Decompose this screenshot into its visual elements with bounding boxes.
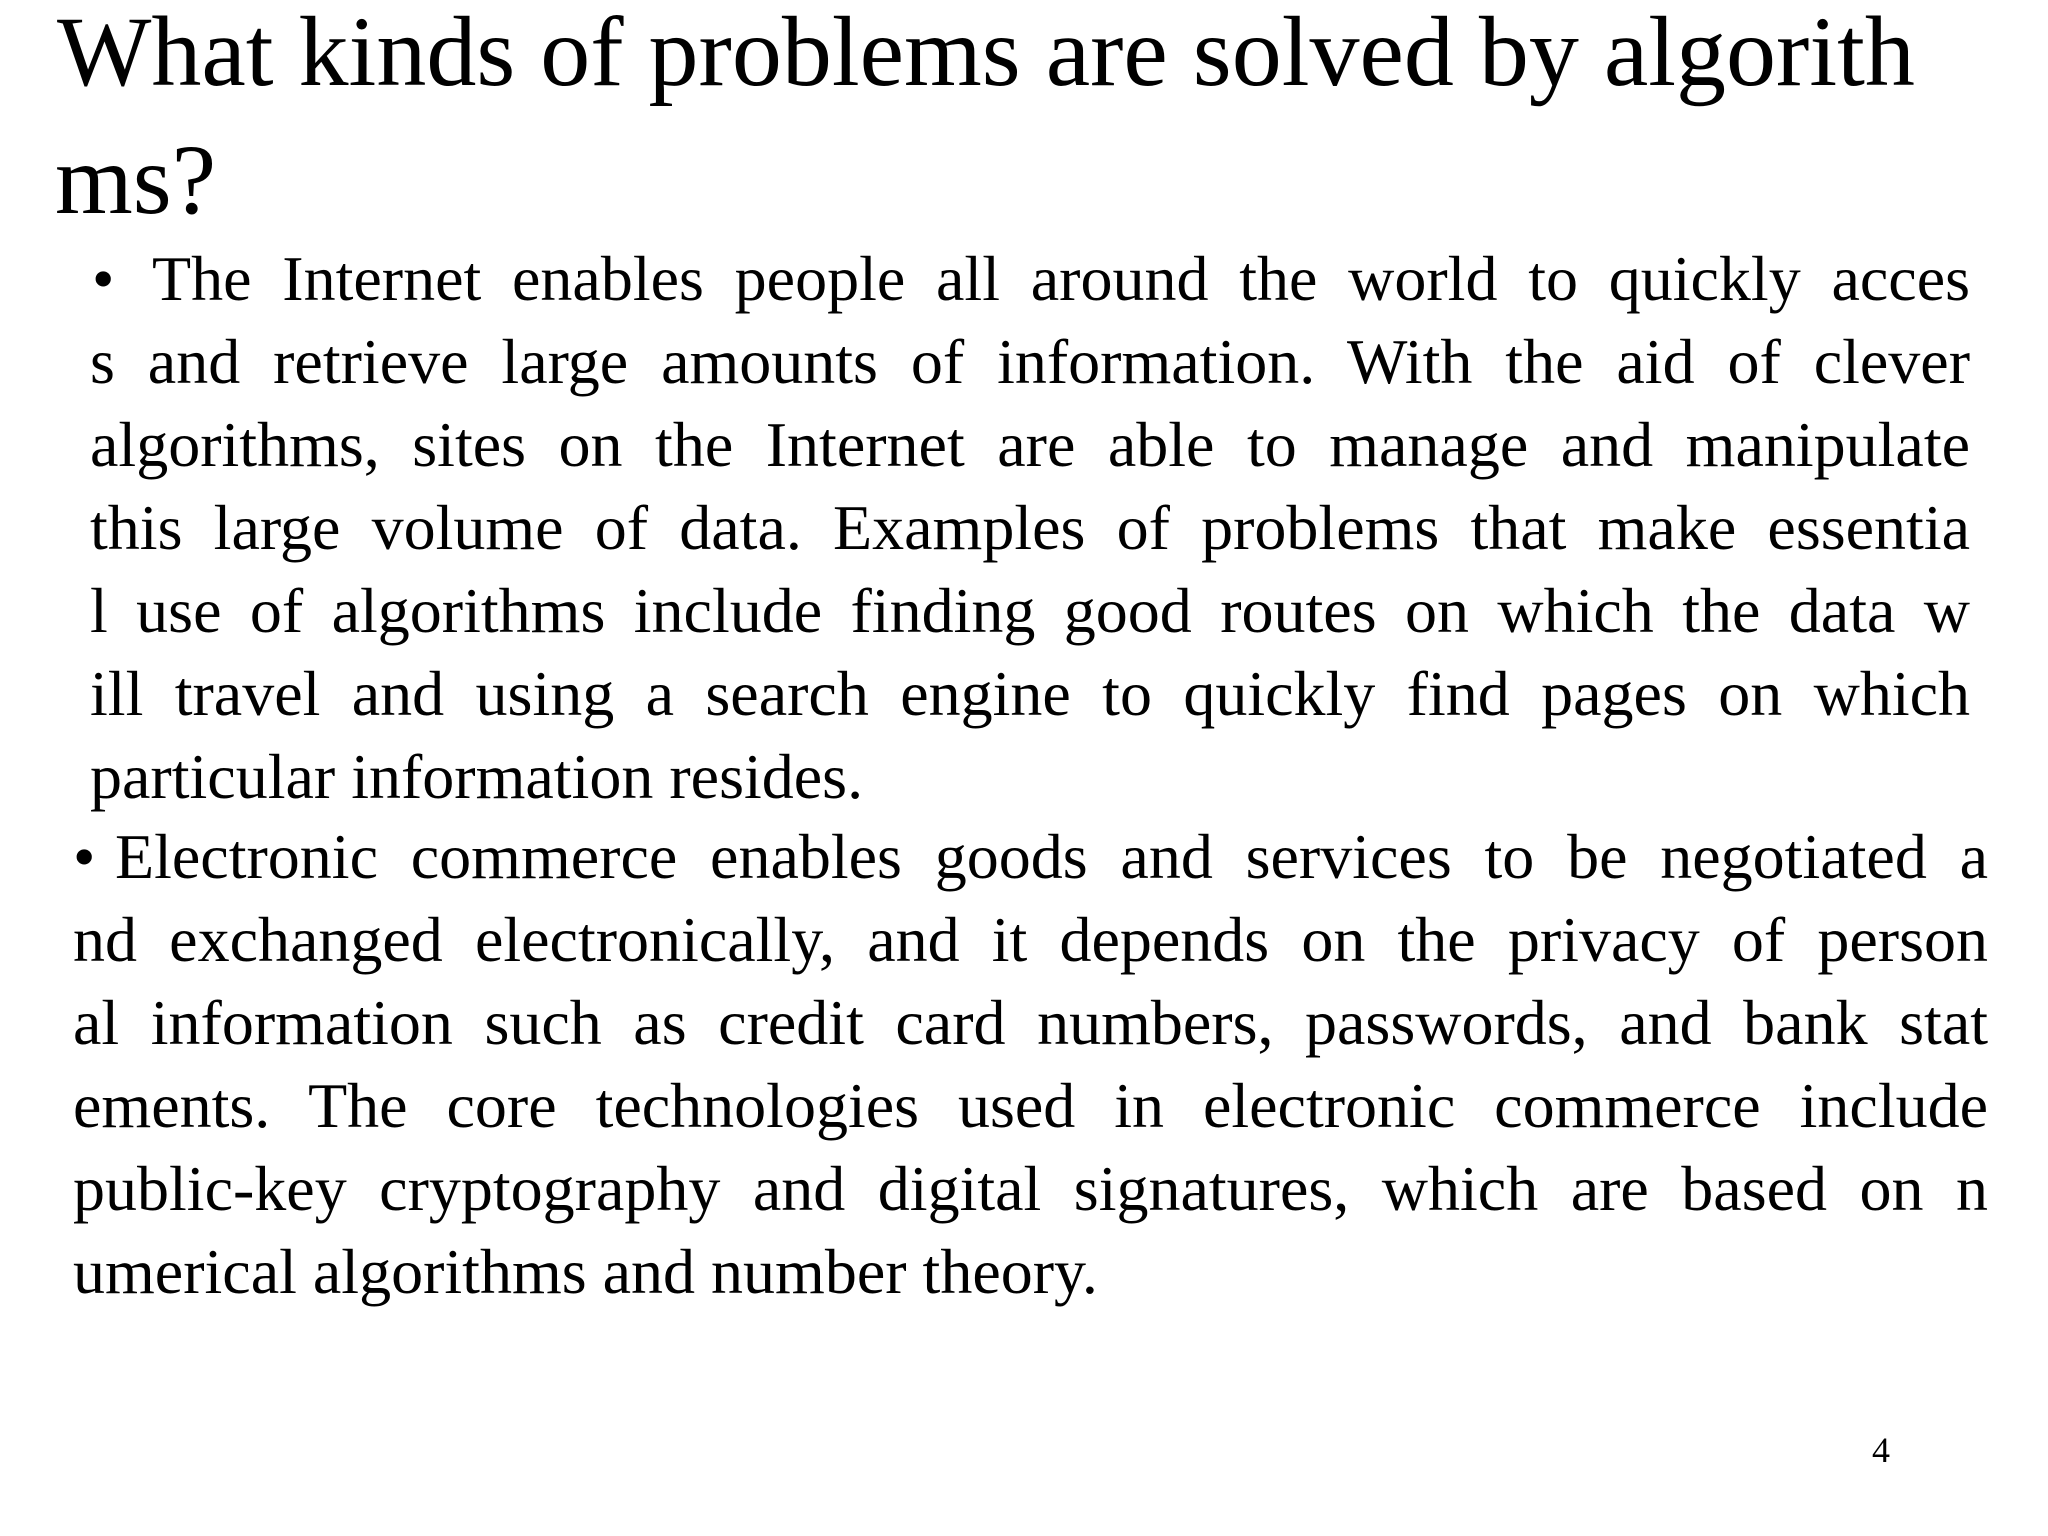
bullet-1-line-7: particular information resides. xyxy=(90,741,864,812)
bullet-2-line-5: public-key cryptography and digital signatures, which are based on n xyxy=(73,1153,1988,1224)
bullet-marker-1: • xyxy=(92,243,115,314)
page-number: 4 xyxy=(1872,1430,1890,1470)
bullet-2-line-2: nd exchanged electronically, and it depends on the privacy of person xyxy=(73,904,1988,975)
bullet-1-line-3: algorithms, sites on the Internet are able to manage and manipulate xyxy=(90,409,1970,480)
bullet-1-line-1: The Internet enables people all around the world to quickly acces xyxy=(152,243,1970,314)
bullet-2-line-6: umerical algorithms and number theory. xyxy=(73,1236,1098,1307)
bullet-2-line-4: ements. The core technologies used in electronic commerce include xyxy=(73,1070,1988,1141)
bullet-1-line-5: l use of algorithms include finding good routes on which the data w xyxy=(90,575,1970,646)
slide-title-line-2: ms? xyxy=(55,124,217,235)
bullet-1-line-6: ill travel and using a search engine to quickly find pages on which xyxy=(90,658,1970,729)
bullet-2-line-1: Electronic commerce enables goods and services to be negotiated a xyxy=(115,821,1988,892)
bullet-2-line-3: al information such as credit card numbers, passwords, and bank stat xyxy=(73,987,1988,1058)
bullet-1-line-2: s and retrieve large amounts of information. With the aid of clever xyxy=(90,326,1970,397)
slide-title-line-1: What kinds of problems are solved by algorith xyxy=(57,0,1915,107)
bullet-marker-2: • xyxy=(73,821,96,892)
bullet-1-line-4: this large volume of data. Examples of problems that make essentia xyxy=(90,492,1970,563)
